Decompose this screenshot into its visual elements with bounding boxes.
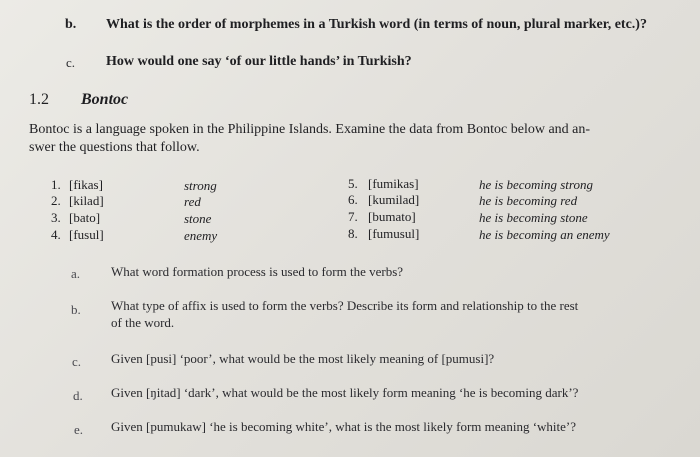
data-num: 7.	[348, 209, 358, 224]
data-num: 8.	[348, 226, 358, 241]
data-num: 3.	[51, 210, 61, 225]
intro-line-2: swer the questions that follow.	[29, 140, 200, 155]
data-gloss: enemy	[184, 228, 218, 243]
data-gloss: he is becoming stone	[479, 210, 588, 225]
data-form: [bumato]	[368, 209, 416, 224]
question-c2-text: Given [pusi] ‘poor’, what would be the most likely meaning of [pumusi]?	[111, 351, 495, 366]
data-form: [fusul]	[69, 227, 104, 242]
section-number: 1.2	[29, 91, 49, 108]
data-gloss: he is becoming strong	[479, 177, 593, 192]
data-form: [bato]	[69, 210, 101, 225]
question-b2-label: b.	[71, 302, 81, 317]
question-c-label: c.	[66, 55, 76, 70]
question-b2-line-1: What type of affix is used to form the verbs? Describe its form and relationship to the rest	[111, 298, 579, 313]
question-e-label: e.	[74, 422, 84, 437]
section-title: Bontoc	[81, 91, 129, 108]
data-gloss: stone	[184, 211, 212, 226]
data-form: [fumusul]	[368, 226, 420, 241]
data-num: 4.	[51, 227, 61, 242]
data-gloss: strong	[184, 178, 217, 193]
intro-line-1: Bontoc is a language spoken in the Philippine Islands. Examine the data from Bontoc below and an-	[29, 122, 591, 137]
question-e-text: Given [pumukaw] ‘he is becoming white’, what is the most likely form meaning ‘white’?	[111, 419, 576, 434]
data-gloss: red	[184, 194, 201, 209]
data-gloss: he is becoming an enemy	[479, 227, 610, 242]
question-c2-label: c.	[72, 354, 82, 369]
data-form: [kilad]	[69, 193, 104, 208]
data-form: [kumilad]	[368, 192, 420, 207]
data-num: 2.	[51, 193, 61, 208]
data-form: [fumikas]	[368, 176, 419, 191]
question-b2-line-2: of the word.	[111, 315, 175, 330]
data-num: 1.	[51, 177, 61, 192]
data-num: 5.	[348, 176, 358, 191]
question-d-text: Given [ŋitad] ‘dark’, what would be the most likely form meaning ‘he is becoming dark’?	[111, 385, 579, 400]
question-b-text: What is the order of morphemes in a Turkish word (in terms of noun, plural marker, etc.)?	[106, 17, 647, 32]
question-c-text: How would one say ‘of our little hands’ in Turkish?	[106, 54, 412, 69]
question-a-text: What word formation process is used to form the verbs?	[111, 264, 404, 279]
question-a-label: a.	[71, 266, 81, 281]
question-d-label: d.	[73, 388, 83, 403]
question-b-label: b.	[65, 17, 77, 32]
data-num: 6.	[348, 192, 358, 207]
data-gloss: he is becoming red	[479, 193, 578, 208]
data-form: [fikas]	[69, 177, 103, 192]
